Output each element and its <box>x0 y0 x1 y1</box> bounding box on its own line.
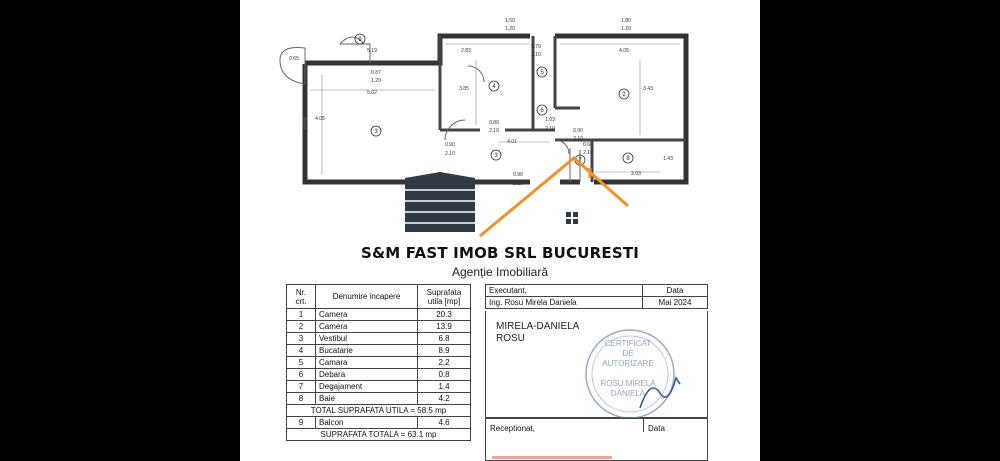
dim-label: 1.43 <box>663 156 673 162</box>
dim-label: 2.83 <box>461 48 471 54</box>
cell-nr: 1 <box>287 309 316 321</box>
executant-table <box>485 284 708 309</box>
table-row <box>287 333 471 345</box>
room-number-6: 6 <box>540 108 544 114</box>
cell-area: 8.9 <box>418 345 471 357</box>
dim-label: 4.01 <box>507 139 517 145</box>
dim-label: 2.10 <box>489 128 499 134</box>
cell-area: 20.3 <box>418 309 471 321</box>
cell-area: 13.9 <box>418 321 471 333</box>
dim-label: 0.65 <box>289 56 299 62</box>
signature-name-line-1: MIRELA-DANIELA <box>496 321 580 332</box>
official-stamp-icon <box>570 318 700 418</box>
dim-label: 0.70 <box>531 44 541 50</box>
cell-name: Baie <box>316 393 418 405</box>
dim-label: 1.20 <box>371 78 381 84</box>
cell-name: Balcon <box>316 417 418 429</box>
total-row <box>287 429 471 441</box>
dim-label: 2.10 <box>531 52 541 58</box>
dim-label: 3.43 <box>643 86 653 92</box>
room-number-4: 4 <box>492 84 496 90</box>
floor-plan-document <box>240 0 760 461</box>
stamp-line: DE <box>622 349 634 358</box>
signature-name-line-2: ROSU <box>496 333 525 344</box>
dim-label: 2.10 <box>513 181 523 187</box>
total-utila-row <box>287 405 471 417</box>
dim-label: 2.10 <box>445 151 455 157</box>
executant-label: Executant, <box>486 285 643 297</box>
floor-plan-drawing <box>240 0 760 240</box>
dim-label: 1.20 <box>621 26 631 32</box>
dim-label: 0.90 <box>573 128 583 134</box>
dim-label: 2.10 <box>545 126 555 132</box>
table-row <box>287 309 471 321</box>
dim-label: 0.60 <box>583 142 593 148</box>
house-logo-icon <box>405 158 628 236</box>
table-header-row <box>287 285 471 309</box>
room-number-1: 3 <box>374 129 378 135</box>
dim-label: 3.85 <box>459 86 469 92</box>
stamp-line: DANIELA <box>610 389 646 398</box>
agency-name: S&M FAST IMOB SRL BUCURESTI <box>360 244 640 262</box>
red-handwriting-mark <box>492 456 612 459</box>
total-utila: TOTAL SUPRAFATA UTILA = 58.5 mp <box>287 405 471 417</box>
stamp-line: ROSU MIRELA <box>600 379 656 388</box>
total-suprafata: SUPRAFATA TOTALA = 63.1 mp <box>287 429 471 441</box>
table-row <box>287 417 471 429</box>
room-number-2: 2 <box>622 92 626 98</box>
header-area: Suprafata utila [mp] <box>418 285 471 309</box>
cell-name: Vestibul <box>316 333 418 345</box>
room-number-9: 9 <box>358 37 362 43</box>
dim-label: 4.05 <box>315 116 325 122</box>
signature-name <box>496 321 579 345</box>
cell-area: 0.8 <box>418 369 471 381</box>
cell-area: 2.2 <box>418 357 471 369</box>
room-number-8: 8 <box>626 156 630 162</box>
dim-label: 5.02 <box>367 90 377 96</box>
receptionat-date-label: Data <box>648 424 665 433</box>
dim-label: 4.05 <box>619 48 629 54</box>
rooms-table <box>286 284 471 441</box>
cell-nr: 3 <box>287 333 316 345</box>
stamp-line: CERTIFICAT <box>604 339 652 348</box>
dim-label: 0.90 <box>513 172 523 178</box>
table-row <box>287 321 471 333</box>
dim-label: 1.50 <box>505 18 515 24</box>
dim-label: 2.10 <box>583 150 593 156</box>
cell-area: 1.4 <box>418 381 471 393</box>
receptionat-label: Receptionat, <box>490 424 535 433</box>
cell-nr: 9 <box>287 417 316 429</box>
executant-date-label: Data <box>643 285 708 297</box>
cell-name: Camera <box>316 321 418 333</box>
header-name: Denumire incapere <box>316 285 418 309</box>
cell-name: Debara <box>316 369 418 381</box>
cell-nr: 5 <box>287 357 316 369</box>
cell-nr: 6 <box>287 369 316 381</box>
cell-name: Camara <box>316 357 418 369</box>
cell-name: Degajament <box>316 381 418 393</box>
room-number-5: 5 <box>540 70 544 76</box>
executant-name: Ing. Rosu Mirela Daniela <box>486 297 643 309</box>
executant-date: Mai 2024 <box>643 297 708 309</box>
room-number-7: 7 <box>578 158 582 164</box>
room-number-3: 3 <box>494 153 498 159</box>
dim-label: 1.20 <box>505 26 515 32</box>
table-row <box>287 357 471 369</box>
executant-row <box>486 297 708 309</box>
cell-area: 4.6 <box>418 417 471 429</box>
cell-nr: 7 <box>287 381 316 393</box>
dim-label: 2.10 <box>573 136 583 142</box>
executant-header-row <box>486 285 708 297</box>
cell-area: 6.8 <box>418 333 471 345</box>
receptionat-divider <box>643 418 644 432</box>
cell-name: Bucatarie <box>316 345 418 357</box>
table-row <box>287 345 471 357</box>
stamp-line: AUTORIZARE <box>602 359 654 368</box>
dim-label: 0.80 <box>489 120 499 126</box>
cell-nr: 8 <box>287 393 316 405</box>
dim-label: 2.03 <box>631 171 641 177</box>
cell-nr: 2 <box>287 321 316 333</box>
table-row <box>287 369 471 381</box>
cell-area: 4.2 <box>418 393 471 405</box>
table-row <box>287 381 471 393</box>
cell-nr: 4 <box>287 345 316 357</box>
dim-label: 5.19 <box>367 48 377 54</box>
dim-label: 0.87 <box>371 70 381 76</box>
table-row <box>287 393 471 405</box>
cell-name: Camera <box>316 309 418 321</box>
dim-label: 1.80 <box>621 18 631 24</box>
header-nr: Nr. crt. <box>287 285 316 309</box>
dim-label: 0.90 <box>445 142 455 148</box>
agency-subtitle: Agenție Imobiliară <box>451 265 549 279</box>
dim-label: 1.03 <box>545 117 555 123</box>
